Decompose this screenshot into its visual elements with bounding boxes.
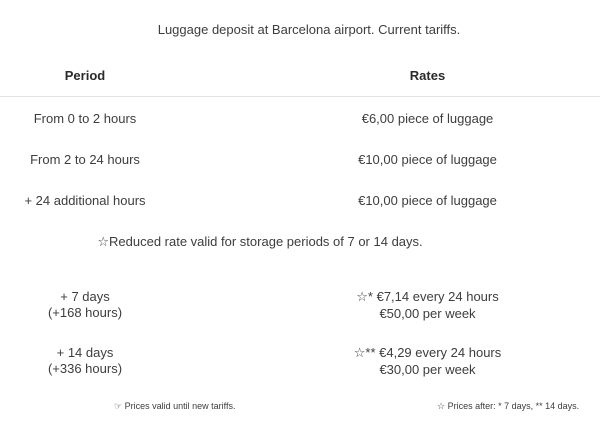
validity-footnote (114, 401, 235, 412)
prices-after-text: Prices after: * 7 days, ** 14 days. (447, 401, 580, 411)
reduced-rate-text: Reduced rate valid for storage periods of 7 or 14 days. (109, 234, 423, 249)
row-period: From 2 to 24 hours (30, 152, 140, 167)
long-stay-rate-line2: €30,00 per week (379, 362, 476, 377)
long-stay-rate (345, 345, 510, 378)
long-stay-rate (345, 289, 510, 322)
star-outline-icon: ☆ (437, 402, 446, 412)
prices-after-footnote (437, 401, 579, 412)
long-stay-rate-line2: €50,00 per week (379, 306, 476, 321)
long-stay-period-line1: + 7 days (60, 289, 110, 304)
row-rate: €10,00 piece of luggage (358, 193, 497, 208)
star-outline-icon: ☆ (353, 346, 366, 361)
star-outline-icon: ☆ (356, 290, 368, 305)
long-stay-period (0, 345, 170, 377)
long-stay-rate-line1: ** €4,29 every 24 hours (365, 345, 502, 360)
long-stay-period-line2: (+336 hours) (47, 361, 123, 376)
long-stay-period-line1: + 14 days (56, 345, 114, 360)
header-divider (0, 96, 600, 97)
star-outline-icon: ☆ (97, 235, 110, 250)
row-period: + 24 additional hours (24, 193, 146, 208)
long-stay-rate-line1: * €7,14 every 24 hours (367, 289, 499, 304)
header-period: Period (64, 68, 106, 83)
page-caption: Luggage deposit at Barcelona airport. Current tariffs. (157, 22, 461, 37)
row-rate: €6,00 piece of luggage (361, 111, 494, 126)
reduced-rate-note (0, 234, 520, 250)
validity-text: Prices valid until new tariffs. (124, 401, 236, 411)
pointing-hand-icon: ☞ (114, 402, 123, 412)
header-rates: Rates (409, 68, 446, 83)
long-stay-period (0, 289, 170, 321)
row-rate: €10,00 piece of luggage (358, 152, 497, 167)
long-stay-period-line2: (+168 hours) (47, 305, 123, 320)
row-period: From 0 to 2 hours (33, 111, 137, 126)
